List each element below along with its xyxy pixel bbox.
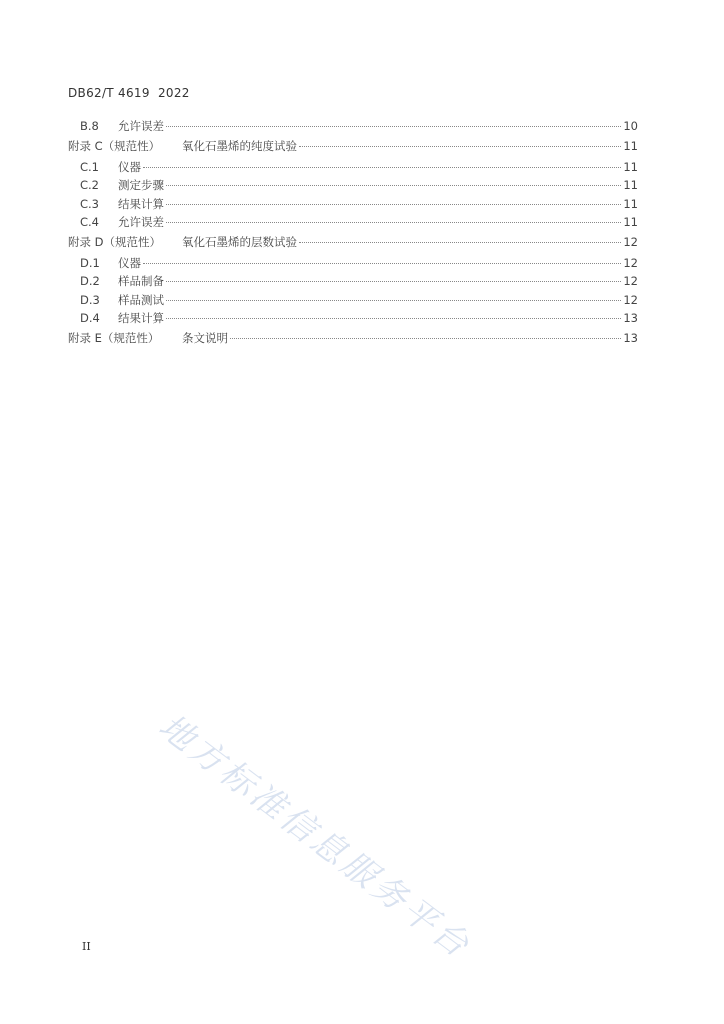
- toc-leader-dots: [166, 126, 621, 127]
- toc-leader-dots: [143, 167, 621, 168]
- watermark: 地方标准信息服务平台: [151, 706, 479, 968]
- toc-entry-title: 结果计算: [118, 311, 164, 325]
- toc-entry[interactable]: [68, 292, 638, 311]
- toc-entry-title: 结果计算: [118, 196, 164, 211]
- toc-entry-number: C.3: [80, 196, 100, 211]
- toc-entry[interactable]: [68, 273, 638, 292]
- toc-leader-dots: [166, 300, 621, 301]
- toc-entry-page: 12: [623, 274, 638, 288]
- toc-entry-title: 氧化石墨烯的纯度试验: [182, 138, 297, 153]
- toc-entry[interactable]: [68, 255, 638, 274]
- toc-entry-title: 条文说明: [182, 330, 228, 345]
- toc-entry-title: 氧化石墨烯的层数试验: [182, 234, 297, 249]
- toc-entry[interactable]: [68, 177, 638, 196]
- toc-entry-page: 12: [623, 255, 638, 270]
- toc-leader-dots: [143, 263, 621, 264]
- toc-entry[interactable]: [68, 329, 638, 351]
- toc-entry[interactable]: [68, 214, 638, 233]
- toc-leader-dots: [299, 242, 621, 243]
- toc-entry-number: C.2: [80, 178, 100, 192]
- toc-entry-number: C.1: [80, 159, 100, 174]
- toc-entry-page: 10: [623, 119, 638, 133]
- toc-entry-page: 12: [623, 292, 638, 307]
- toc-entry-title: 测定步骤: [118, 178, 164, 192]
- toc-entry-title: 仪器: [118, 159, 141, 174]
- toc-entry-page: 13: [623, 330, 638, 345]
- toc-entry-number: D.4: [80, 311, 100, 325]
- toc-leader-dots: [166, 222, 621, 223]
- table-of-contents: [68, 118, 638, 351]
- toc-entry-number: D.1: [80, 255, 100, 270]
- document-id-header: DB62/T 4619 2022: [68, 86, 190, 100]
- toc-entry-number: C.4: [80, 215, 100, 229]
- toc-leader-dots: [166, 185, 621, 186]
- toc-leader-dots: [230, 338, 621, 339]
- toc-entry-page: 11: [623, 178, 638, 192]
- toc-entry-number: 附录 E（规范性）: [68, 330, 160, 345]
- toc-entry[interactable]: [68, 310, 638, 329]
- toc-entry-page: 11: [623, 159, 638, 174]
- toc-entry-number: 附录 C（规范性）: [68, 138, 161, 153]
- toc-entry-page: 11: [623, 196, 638, 211]
- toc-entry-title: 样品制备: [118, 274, 164, 288]
- toc-leader-dots: [166, 204, 621, 205]
- toc-entry[interactable]: [68, 159, 638, 178]
- toc-entry-number: D.2: [80, 274, 100, 288]
- toc-leader-dots: [166, 318, 621, 319]
- toc-entry[interactable]: [68, 137, 638, 159]
- toc-leader-dots: [166, 281, 621, 282]
- toc-entry-number: 附录 D（规范性）: [68, 234, 162, 249]
- toc-entry-page: 13: [623, 311, 638, 325]
- toc-entry[interactable]: [68, 118, 638, 137]
- toc-entry-title: 样品测试: [118, 292, 164, 307]
- toc-entry[interactable]: [68, 196, 638, 215]
- toc-leader-dots: [299, 146, 621, 147]
- toc-entry-page: 11: [623, 138, 638, 153]
- toc-entry-page: 11: [623, 215, 638, 229]
- page-number: II: [82, 940, 91, 953]
- toc-entry-title: 仪器: [118, 255, 141, 270]
- toc-entry-title: 允许误差: [118, 119, 164, 133]
- toc-entry-number: B.8: [80, 119, 99, 133]
- toc-entry-title: 允许误差: [118, 215, 164, 229]
- toc-entry-page: 12: [623, 234, 638, 249]
- toc-entry-number: D.3: [80, 292, 100, 307]
- toc-entry[interactable]: [68, 233, 638, 255]
